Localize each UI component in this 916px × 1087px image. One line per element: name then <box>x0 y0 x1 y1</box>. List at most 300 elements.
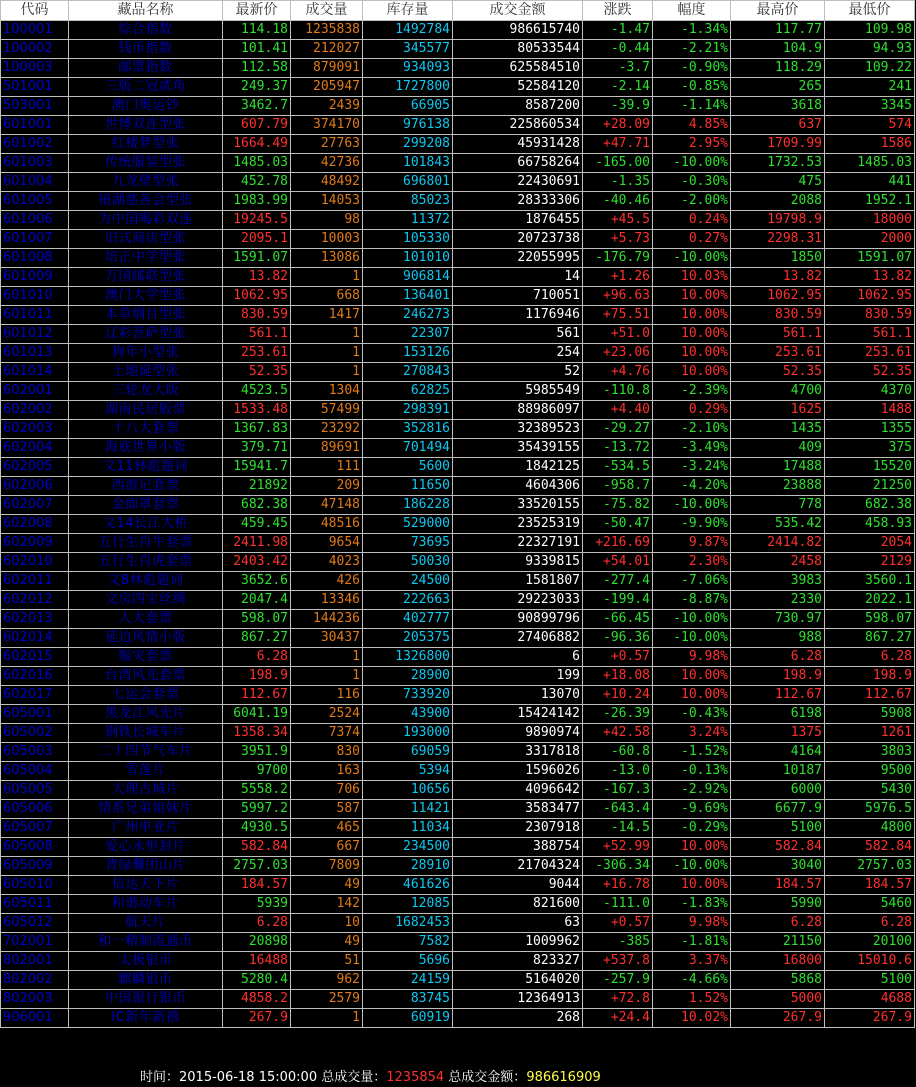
cell-change: +42.58 <box>583 724 653 743</box>
cell-low: 561.1 <box>825 325 915 344</box>
cell-change: -0.44 <box>583 40 653 59</box>
cell-volume: 142 <box>291 895 363 914</box>
cell-name: 延边风情小版 <box>69 629 223 648</box>
cell-amount: 1876455 <box>453 211 583 230</box>
cell-price: 3951.9 <box>223 743 291 762</box>
table-row[interactable] <box>1 97 915 116</box>
cell-stock: 60919 <box>363 1009 453 1028</box>
table-row[interactable] <box>1 230 915 249</box>
table-row[interactable] <box>1 458 915 477</box>
cell-code: 605006 <box>1 800 69 819</box>
cell-code: 602009 <box>1 534 69 553</box>
cell-volume: 48516 <box>291 515 363 534</box>
cell-code: 602014 <box>1 629 69 648</box>
cell-change: +23.06 <box>583 344 653 363</box>
cell-low: 52.35 <box>825 363 915 382</box>
cell-volume: 42736 <box>291 154 363 173</box>
status-amount-value: 986616909 <box>526 1070 601 1085</box>
cell-low: 5976.5 <box>825 800 915 819</box>
cell-amount: 1009962 <box>453 933 583 952</box>
cell-percent: 3.37% <box>653 952 731 971</box>
table-row[interactable] <box>1 477 915 496</box>
cell-code: 601001 <box>1 116 69 135</box>
cell-change: +24.4 <box>583 1009 653 1028</box>
cell-change: +4.40 <box>583 401 653 420</box>
cell-name: 广州申亚片 <box>69 819 223 838</box>
cell-amount: 5164020 <box>453 971 583 990</box>
table-row[interactable] <box>1 876 915 895</box>
cell-volume: 48492 <box>291 173 363 192</box>
cell-high: 1375 <box>731 724 825 743</box>
cell-low: 6.28 <box>825 648 915 667</box>
cell-name: 九龙壁型张 <box>69 173 223 192</box>
cell-name: 邮票指数 <box>69 59 223 78</box>
cell-code: 602002 <box>1 401 69 420</box>
header-name[interactable]: 藏品名称 <box>69 1 223 21</box>
status-time-value: 2015-06-18 15:00:00 <box>179 1070 318 1085</box>
table-row[interactable] <box>1 401 915 420</box>
status-time-label: 时间： <box>140 1070 180 1085</box>
cell-high: 3040 <box>731 857 825 876</box>
cell-amount: 21704324 <box>453 857 583 876</box>
cell-volume: 116 <box>291 686 363 705</box>
cell-amount: 45931428 <box>453 135 583 154</box>
cell-change: +47.71 <box>583 135 653 154</box>
cell-low: 2000 <box>825 230 915 249</box>
cell-change: -257.9 <box>583 971 653 990</box>
cell-volume: 830 <box>291 743 363 762</box>
cell-price: 1983.99 <box>223 192 291 211</box>
cell-low: 20100 <box>825 933 915 952</box>
cell-change: -643.4 <box>583 800 653 819</box>
cell-stock: 270843 <box>363 363 453 382</box>
cell-change: -96.36 <box>583 629 653 648</box>
cell-amount: 14 <box>453 268 583 287</box>
cell-change: +216.69 <box>583 534 653 553</box>
cell-volume: 2439 <box>291 97 363 116</box>
cell-percent: -2.10% <box>653 420 731 439</box>
table-row[interactable] <box>1 363 915 382</box>
table-row[interactable] <box>1 819 915 838</box>
cell-volume: 30437 <box>291 629 363 648</box>
cell-percent: -2.00% <box>653 192 731 211</box>
cell-volume: 144236 <box>291 610 363 629</box>
cell-change: -167.3 <box>583 781 653 800</box>
cell-change: +4.76 <box>583 363 653 382</box>
cell-percent: 4.85% <box>653 116 731 135</box>
cell-volume: 13346 <box>291 591 363 610</box>
cell-price: 15941.7 <box>223 458 291 477</box>
cell-high: 1732.53 <box>731 154 825 173</box>
table-row[interactable] <box>1 914 915 933</box>
cell-high: 117.77 <box>731 21 825 40</box>
cell-price: 867.27 <box>223 629 291 648</box>
cell-stock: 62825 <box>363 382 453 401</box>
cell-low: 15520 <box>825 458 915 477</box>
cell-name: 镜湖慈善会型张 <box>69 192 223 211</box>
cell-low: 1488 <box>825 401 915 420</box>
cell-volume: 706 <box>291 781 363 800</box>
table-row[interactable] <box>1 306 915 325</box>
cell-stock: 701494 <box>363 439 453 458</box>
table-row[interactable] <box>1 686 915 705</box>
cell-high: 5100 <box>731 819 825 838</box>
cell-price: 1591.07 <box>223 249 291 268</box>
table-row[interactable] <box>1 800 915 819</box>
table-row[interactable] <box>1 173 915 192</box>
cell-amount: 88986097 <box>453 401 583 420</box>
cell-change: +28.09 <box>583 116 653 135</box>
cell-code: 906001 <box>1 1009 69 1028</box>
table-row[interactable] <box>1 534 915 553</box>
cell-name: 五行生肖牛套票 <box>69 534 223 553</box>
table-row[interactable] <box>1 667 915 686</box>
table-row[interactable] <box>1 192 915 211</box>
cell-high: 1435 <box>731 420 825 439</box>
cell-high: 6198 <box>731 705 825 724</box>
cell-low: 1586 <box>825 135 915 154</box>
cell-high: 778 <box>731 496 825 515</box>
cell-amount: 22430691 <box>453 173 583 192</box>
table-row[interactable] <box>1 553 915 572</box>
cell-amount: 28333306 <box>453 192 583 211</box>
cell-volume: 163 <box>291 762 363 781</box>
table-row[interactable] <box>1 781 915 800</box>
cell-price: 6.28 <box>223 914 291 933</box>
table-row[interactable] <box>1 135 915 154</box>
cell-percent: -10.00% <box>653 629 731 648</box>
cell-change: -75.82 <box>583 496 653 515</box>
table-row[interactable] <box>1 268 915 287</box>
table-row[interactable] <box>1 344 915 363</box>
cell-stock: 11650 <box>363 477 453 496</box>
cell-price: 1485.03 <box>223 154 291 173</box>
cell-volume: 7374 <box>291 724 363 743</box>
cell-low: 1591.07 <box>825 249 915 268</box>
cell-name: 信达天下片 <box>69 876 223 895</box>
cell-stock: 83745 <box>363 990 453 1009</box>
cell-amount: 66758264 <box>453 154 583 173</box>
table-row[interactable] <box>1 515 915 534</box>
table-row[interactable] <box>1 705 915 724</box>
cell-name: 黑龙江风光片 <box>69 705 223 724</box>
cell-low: 582.84 <box>825 838 915 857</box>
cell-stock: 299208 <box>363 135 453 154</box>
cell-amount: 80533544 <box>453 40 583 59</box>
header-price[interactable]: 最新价 <box>223 1 291 21</box>
cell-name: 麒麟银币 <box>69 971 223 990</box>
cell-change: +18.08 <box>583 667 653 686</box>
header-stock[interactable]: 库存量 <box>363 1 453 21</box>
cell-volume: 465 <box>291 819 363 838</box>
cell-volume: 14053 <box>291 192 363 211</box>
cell-price: 2411.98 <box>223 534 291 553</box>
cell-stock: 105330 <box>363 230 453 249</box>
cell-amount: 986615740 <box>453 21 583 40</box>
table-row[interactable] <box>1 249 915 268</box>
header-amount[interactable]: 成交金额 <box>453 1 583 21</box>
table-row[interactable] <box>1 439 915 458</box>
cell-code: 605012 <box>1 914 69 933</box>
cell-high: 4164 <box>731 743 825 762</box>
cell-volume: 1235838 <box>291 21 363 40</box>
cell-high: 16800 <box>731 952 825 971</box>
cell-code: 501001 <box>1 78 69 97</box>
cell-code: 802002 <box>1 971 69 990</box>
cell-volume: 9654 <box>291 534 363 553</box>
cell-percent: 10.00% <box>653 363 731 382</box>
cell-low: 458.93 <box>825 515 915 534</box>
table-row[interactable] <box>1 591 915 610</box>
cell-low: 109.22 <box>825 59 915 78</box>
table-row[interactable] <box>1 40 915 59</box>
cell-amount: 12364913 <box>453 990 583 1009</box>
table-row[interactable] <box>1 572 915 591</box>
cell-code: 605008 <box>1 838 69 857</box>
cell-stock: 345577 <box>363 40 453 59</box>
cell-percent: -9.69% <box>653 800 731 819</box>
cell-low: 4370 <box>825 382 915 401</box>
cell-stock: 11372 <box>363 211 453 230</box>
cell-amount: 254 <box>453 344 583 363</box>
cell-high: 2330 <box>731 591 825 610</box>
cell-volume: 7809 <box>291 857 363 876</box>
cell-price: 2095.1 <box>223 230 291 249</box>
cell-name: 二十四节气车片 <box>69 743 223 762</box>
cell-percent: -0.29% <box>653 819 731 838</box>
table-row[interactable] <box>1 211 915 230</box>
table-row[interactable] <box>1 116 915 135</box>
cell-amount: 52584120 <box>453 78 583 97</box>
cell-stock: 69059 <box>363 743 453 762</box>
table-row[interactable] <box>1 952 915 971</box>
cell-volume: 51 <box>291 952 363 971</box>
cell-volume: 98 <box>291 211 363 230</box>
table-row[interactable] <box>1 382 915 401</box>
cell-stock: 1682453 <box>363 914 453 933</box>
cell-code: 100001 <box>1 21 69 40</box>
table-row[interactable] <box>1 990 915 1009</box>
cell-high: 1709.99 <box>731 135 825 154</box>
cell-change: -176.79 <box>583 249 653 268</box>
table-row[interactable] <box>1 933 915 952</box>
cell-change: -2.14 <box>583 78 653 97</box>
cell-high: 561.1 <box>731 325 825 344</box>
cell-name: 土地诞型张 <box>69 363 223 382</box>
cell-change: -13.72 <box>583 439 653 458</box>
cell-low: 3345 <box>825 97 915 116</box>
cell-percent: -10.00% <box>653 249 731 268</box>
header-low[interactable]: 最低价 <box>825 1 915 21</box>
cell-low: 1485.03 <box>825 154 915 173</box>
cell-high: 253.61 <box>731 344 825 363</box>
header-code[interactable]: 代码 <box>1 1 69 21</box>
cell-high: 2458 <box>731 553 825 572</box>
cell-change: -111.0 <box>583 895 653 914</box>
cell-stock: 222663 <box>363 591 453 610</box>
cell-volume: 27763 <box>291 135 363 154</box>
table-row[interactable] <box>1 78 915 97</box>
cell-change: +1.26 <box>583 268 653 287</box>
cell-high: 198.9 <box>731 667 825 686</box>
table-row[interactable] <box>1 895 915 914</box>
cell-percent: 9.87% <box>653 534 731 553</box>
cell-percent: -1.14% <box>653 97 731 116</box>
cell-percent: 0.24% <box>653 211 731 230</box>
cell-code: 605009 <box>1 857 69 876</box>
cell-amount: 2307918 <box>453 819 583 838</box>
cell-percent: -0.90% <box>653 59 731 78</box>
table-row[interactable] <box>1 838 915 857</box>
cell-name: 为中国喝彩双连 <box>69 211 223 230</box>
cell-price: 561.1 <box>223 325 291 344</box>
cell-high: 104.9 <box>731 40 825 59</box>
cell-name: 狗年小型张 <box>69 344 223 363</box>
cell-name: 五行生肖虎套票 <box>69 553 223 572</box>
cell-change: -26.39 <box>583 705 653 724</box>
table-row[interactable] <box>1 724 915 743</box>
cell-low: 3803 <box>825 743 915 762</box>
cell-name: 钢铁长城车片 <box>69 724 223 743</box>
cell-percent: -8.87% <box>653 591 731 610</box>
table-row[interactable] <box>1 762 915 781</box>
cell-low: 1355 <box>825 420 915 439</box>
status-amount-label: 总成交金额： <box>448 1070 527 1085</box>
cell-amount: 29223033 <box>453 591 583 610</box>
cell-percent: -2.21% <box>653 40 731 59</box>
cell-low: 598.07 <box>825 610 915 629</box>
cell-price: 9700 <box>223 762 291 781</box>
table-row[interactable] <box>1 971 915 990</box>
cell-percent: -10.00% <box>653 857 731 876</box>
cell-code: 601008 <box>1 249 69 268</box>
cell-price: 114.18 <box>223 21 291 40</box>
cell-name: 综合指数 <box>69 21 223 40</box>
cell-high: 3618 <box>731 97 825 116</box>
cell-high: 988 <box>731 629 825 648</box>
table-row[interactable] <box>1 1009 915 1028</box>
cell-percent: -1.81% <box>653 933 731 952</box>
cell-change: -39.9 <box>583 97 653 116</box>
cell-stock: 73695 <box>363 534 453 553</box>
cell-name: 情系兄弟姐妹片 <box>69 800 223 819</box>
cell-stock: 24159 <box>363 971 453 990</box>
cell-high: 1625 <box>731 401 825 420</box>
cell-name: 培正中学型张 <box>69 249 223 268</box>
cell-stock: 1326800 <box>363 648 453 667</box>
table-row[interactable] <box>1 325 915 344</box>
cell-percent: 10.00% <box>653 287 731 306</box>
cell-code: 601012 <box>1 325 69 344</box>
cell-percent: -7.06% <box>653 572 731 591</box>
cell-amount: 268 <box>453 1009 583 1028</box>
cell-code: 601005 <box>1 192 69 211</box>
cell-code: 503001 <box>1 97 69 116</box>
cell-stock: 186228 <box>363 496 453 515</box>
cell-percent: 10.00% <box>653 344 731 363</box>
cell-name: 文14长江大桥 <box>69 515 223 534</box>
header-volume[interactable]: 成交量 <box>291 1 363 21</box>
cell-code: 601004 <box>1 173 69 192</box>
table-row[interactable] <box>1 648 915 667</box>
table-row[interactable] <box>1 610 915 629</box>
cell-amount: 1596026 <box>453 762 583 781</box>
cell-amount: 22327191 <box>453 534 583 553</box>
cell-code: 602015 <box>1 648 69 667</box>
table-row[interactable] <box>1 154 915 173</box>
cell-high: 17488 <box>731 458 825 477</box>
table-header <box>1 1 915 21</box>
header-percent[interactable]: 幅度 <box>653 1 731 21</box>
cell-change: -306.34 <box>583 857 653 876</box>
table-row[interactable] <box>1 743 915 762</box>
cell-amount: 22055995 <box>453 249 583 268</box>
cell-change: -1.35 <box>583 173 653 192</box>
cell-amount: 199 <box>453 667 583 686</box>
cell-code: 605007 <box>1 819 69 838</box>
cell-percent: -2.92% <box>653 781 731 800</box>
cell-low: 441 <box>825 173 915 192</box>
table-row[interactable] <box>1 420 915 439</box>
cell-code: 602010 <box>1 553 69 572</box>
cell-stock: 906814 <box>363 268 453 287</box>
cell-name: 西游记套票 <box>69 477 223 496</box>
cell-name: 旧式商店型张 <box>69 230 223 249</box>
cell-code: 601006 <box>1 211 69 230</box>
cell-name: 文房四宝丝绸 <box>69 591 223 610</box>
cell-low: 375 <box>825 439 915 458</box>
cell-percent: 0.29% <box>653 401 731 420</box>
header-high[interactable]: 最高价 <box>731 1 825 21</box>
cell-low: 1261 <box>825 724 915 743</box>
cell-low: 5908 <box>825 705 915 724</box>
table-row[interactable] <box>1 857 915 876</box>
table-row[interactable] <box>1 629 915 648</box>
cell-change: +5.73 <box>583 230 653 249</box>
cell-volume: 1 <box>291 325 363 344</box>
cell-high: 582.84 <box>731 838 825 857</box>
table-row[interactable] <box>1 496 915 515</box>
cell-stock: 976138 <box>363 116 453 135</box>
cell-volume: 89691 <box>291 439 363 458</box>
cell-volume: 23292 <box>291 420 363 439</box>
table-row[interactable] <box>1 21 915 40</box>
cell-price: 1367.83 <box>223 420 291 439</box>
cell-high: 2088 <box>731 192 825 211</box>
cell-price: 249.37 <box>223 78 291 97</box>
cell-percent: -0.13% <box>653 762 731 781</box>
cell-price: 582.84 <box>223 838 291 857</box>
cell-change: -1.47 <box>583 21 653 40</box>
cell-price: 6041.19 <box>223 705 291 724</box>
cell-volume: 2579 <box>291 990 363 1009</box>
cell-price: 607.79 <box>223 116 291 135</box>
cell-name: 澳门奥运钞 <box>69 97 223 116</box>
cell-amount: 1176946 <box>453 306 583 325</box>
cell-stock: 5696 <box>363 952 453 971</box>
table-row[interactable] <box>1 287 915 306</box>
cell-price: 21892 <box>223 477 291 496</box>
cell-amount: 625584510 <box>453 59 583 78</box>
cell-change: +54.01 <box>583 553 653 572</box>
cell-percent: -10.00% <box>653 496 731 515</box>
cell-low: 4800 <box>825 819 915 838</box>
table-row[interactable] <box>1 59 915 78</box>
header-change[interactable]: 涨跌 <box>583 1 653 21</box>
cell-percent: -10.00% <box>653 610 731 629</box>
cell-code: 602017 <box>1 686 69 705</box>
cell-volume: 668 <box>291 287 363 306</box>
